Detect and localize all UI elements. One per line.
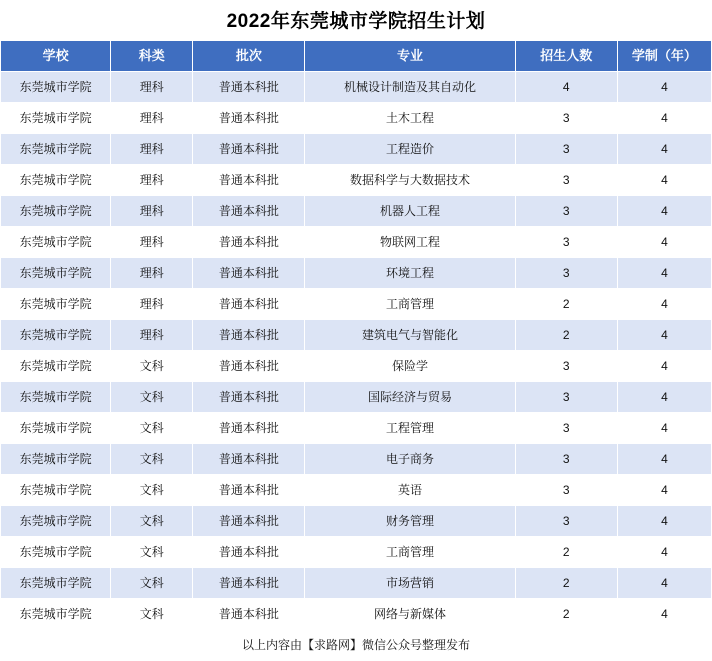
footnote-text: 以上内容由【求路网】微信公众号整理发布 [1,630,712,661]
cell-category: 理科 [111,258,193,289]
cell-years: 4 [617,196,711,227]
cell-major: 保险学 [305,351,515,382]
cell-category: 理科 [111,134,193,165]
table-row [1,258,712,289]
cell-category: 文科 [111,413,193,444]
header-row [1,41,712,72]
cell-count: 3 [515,382,617,413]
cell-category: 文科 [111,537,193,568]
cell-years: 4 [617,475,711,506]
cell-batch: 普通本科批 [193,537,305,568]
cell-school: 东莞城市学院 [1,444,111,475]
footnote-row [1,630,712,661]
cell-school: 东莞城市学院 [1,537,111,568]
cell-batch: 普通本科批 [193,72,305,103]
cell-count: 2 [515,568,617,599]
cell-years: 4 [617,351,711,382]
cell-batch: 普通本科批 [193,227,305,258]
table-footer [1,630,712,661]
cell-school: 东莞城市学院 [1,475,111,506]
cell-count: 3 [515,444,617,475]
cell-school: 东莞城市学院 [1,196,111,227]
cell-count: 3 [515,413,617,444]
table-row [1,568,712,599]
cell-category: 文科 [111,382,193,413]
table-row [1,134,712,165]
cell-category: 理科 [111,227,193,258]
cell-count: 3 [515,196,617,227]
cell-batch: 普通本科批 [193,103,305,134]
cell-major: 建筑电气与智能化 [305,320,515,351]
cell-years: 4 [617,134,711,165]
cell-major: 机器人工程 [305,196,515,227]
column-header-category: 科类 [111,41,193,72]
cell-major: 财务管理 [305,506,515,537]
cell-category: 理科 [111,72,193,103]
cell-batch: 普通本科批 [193,382,305,413]
cell-years: 4 [617,72,711,103]
cell-major: 工程管理 [305,413,515,444]
cell-major: 土木工程 [305,103,515,134]
cell-count: 3 [515,134,617,165]
table-row [1,351,712,382]
column-header-school: 学校 [1,41,111,72]
cell-major: 网络与新媒体 [305,599,515,630]
table-body [1,72,712,630]
cell-years: 4 [617,289,711,320]
cell-batch: 普通本科批 [193,506,305,537]
cell-years: 4 [617,382,711,413]
cell-count: 2 [515,599,617,630]
table-row [1,382,712,413]
cell-school: 东莞城市学院 [1,103,111,134]
cell-batch: 普通本科批 [193,196,305,227]
cell-years: 4 [617,537,711,568]
cell-category: 文科 [111,444,193,475]
cell-years: 4 [617,227,711,258]
cell-category: 文科 [111,351,193,382]
cell-count: 3 [515,103,617,134]
cell-batch: 普通本科批 [193,165,305,196]
cell-category: 理科 [111,165,193,196]
cell-batch: 普通本科批 [193,568,305,599]
cell-school: 东莞城市学院 [1,568,111,599]
table-row [1,289,712,320]
cell-count: 2 [515,289,617,320]
cell-batch: 普通本科批 [193,351,305,382]
cell-major: 市场营销 [305,568,515,599]
cell-count: 2 [515,320,617,351]
cell-school: 东莞城市学院 [1,258,111,289]
table-row [1,320,712,351]
cell-years: 4 [617,320,711,351]
cell-major: 环境工程 [305,258,515,289]
cell-count: 3 [515,506,617,537]
cell-school: 东莞城市学院 [1,382,111,413]
cell-school: 东莞城市学院 [1,351,111,382]
cell-category: 文科 [111,506,193,537]
cell-major: 电子商务 [305,444,515,475]
cell-batch: 普通本科批 [193,320,305,351]
cell-category: 理科 [111,320,193,351]
cell-major: 工商管理 [305,537,515,568]
cell-school: 东莞城市学院 [1,506,111,537]
cell-count: 3 [515,351,617,382]
cell-major: 数据科学与大数据技术 [305,165,515,196]
cell-count: 3 [515,258,617,289]
cell-batch: 普通本科批 [193,475,305,506]
cell-school: 东莞城市学院 [1,599,111,630]
table-row [1,165,712,196]
cell-batch: 普通本科批 [193,599,305,630]
table-row [1,413,712,444]
cell-years: 4 [617,413,711,444]
cell-category: 文科 [111,568,193,599]
cell-category: 理科 [111,196,193,227]
cell-category: 理科 [111,289,193,320]
table-row [1,537,712,568]
table-row [1,227,712,258]
table-row [1,196,712,227]
cell-years: 4 [617,444,711,475]
table-row [1,103,712,134]
column-header-count: 招生人数 [515,41,617,72]
cell-major: 工商管理 [305,289,515,320]
cell-count: 3 [515,227,617,258]
cell-batch: 普通本科批 [193,289,305,320]
cell-school: 东莞城市学院 [1,72,111,103]
cell-count: 2 [515,537,617,568]
table-header [1,41,712,72]
cell-batch: 普通本科批 [193,444,305,475]
table-row [1,475,712,506]
cell-major: 机械设计制造及其自动化 [305,72,515,103]
cell-major: 国际经济与贸易 [305,382,515,413]
cell-major: 物联网工程 [305,227,515,258]
cell-category: 文科 [111,599,193,630]
cell-category: 理科 [111,103,193,134]
cell-count: 4 [515,72,617,103]
column-header-years: 学制（年） [617,41,711,72]
table-row [1,506,712,537]
table-row [1,72,712,103]
cell-school: 东莞城市学院 [1,227,111,258]
cell-school: 东莞城市学院 [1,413,111,444]
cell-batch: 普通本科批 [193,258,305,289]
cell-major: 工程造价 [305,134,515,165]
cell-years: 4 [617,568,711,599]
cell-school: 东莞城市学院 [1,289,111,320]
table-row [1,599,712,630]
cell-years: 4 [617,599,711,630]
cell-category: 文科 [111,475,193,506]
column-header-batch: 批次 [193,41,305,72]
cell-years: 4 [617,258,711,289]
cell-major: 英语 [305,475,515,506]
table-row [1,444,712,475]
cell-count: 3 [515,475,617,506]
cell-school: 东莞城市学院 [1,134,111,165]
cell-years: 4 [617,103,711,134]
cell-years: 4 [617,165,711,196]
cell-batch: 普通本科批 [193,134,305,165]
cell-school: 东莞城市学院 [1,320,111,351]
column-header-major: 专业 [305,41,515,72]
cell-years: 4 [617,506,711,537]
cell-count: 3 [515,165,617,196]
page-title: 2022年东莞城市学院招生计划 [226,11,486,32]
cell-school: 东莞城市学院 [1,165,111,196]
cell-batch: 普通本科批 [193,413,305,444]
admission-plan-table [0,40,712,661]
